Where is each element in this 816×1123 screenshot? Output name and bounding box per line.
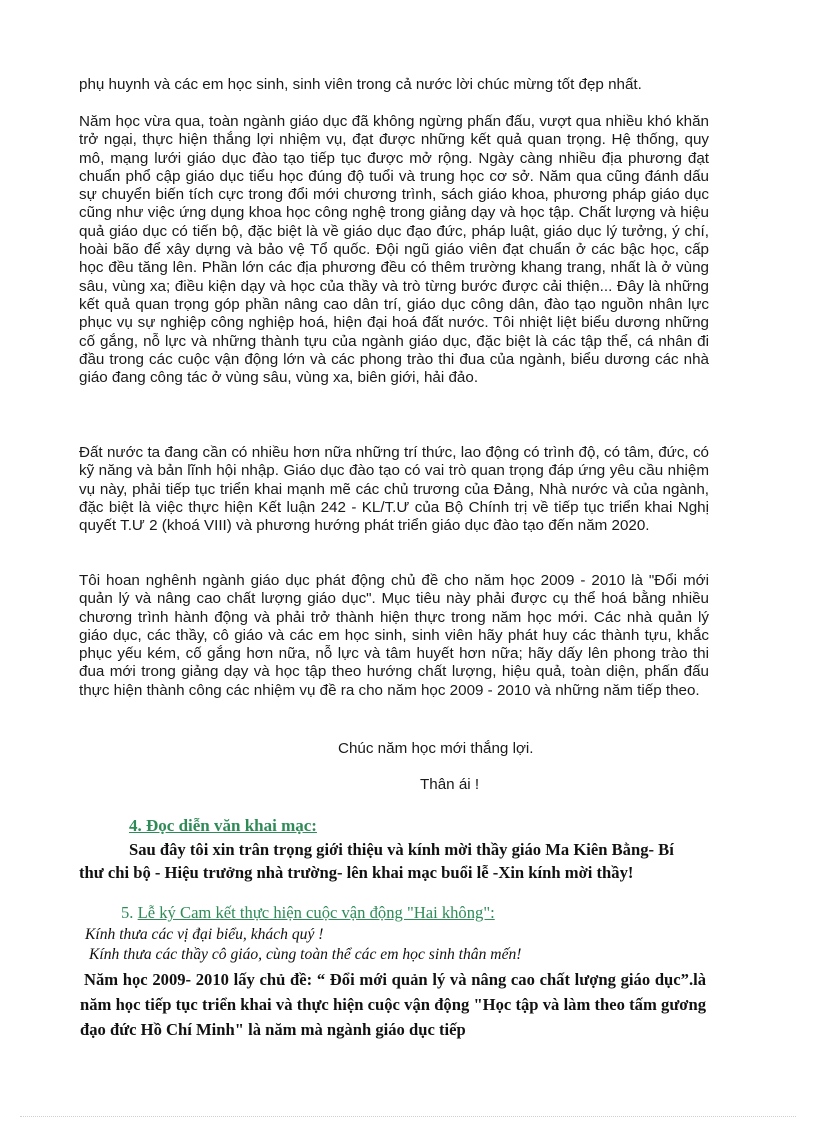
greeting-guests: Kính thưa các vị đại biểu, khách quý ! xyxy=(85,926,324,943)
closing-wish: Chúc năm học mới thắng lợi. xyxy=(338,740,534,757)
paragraph-theme: Tôi hoan nghênh ngành giáo dục phát động chủ đề cho năm học 2009 - 2010 là "Đổi mới quản lý và nâng cao chất lượng giáo dục". Mục tiêu này phải được cụ thể hoá bằng nhiều chương trình hành động và phải trở thành hiện thực trong năm học mới. Các nhà quản lý giáo dục, các thầy, cô giáo và các em học sinh, sinh viên hãy phát huy các thành tựu, khắc phục yếu kém, cố gắng hơn nữa, nỗ lực và tâm huyết hơn nữa; hãy dấy lên phong trào thi đua mới trong giảng dạy và học tập theo hướng chất lượng, hiệu quả, toàn diện, phấn đấu thực hiện thành công các nhiệm vụ đề ra cho năm học 2009 - 2010 và những năm tiếp theo. xyxy=(79,572,709,699)
closing-regards: Thân ái ! xyxy=(420,776,480,793)
section-5-title: Lễ ký Cam kết thực hiện cuộc vận động "Hai không": xyxy=(137,903,495,922)
section-5-heading xyxy=(121,903,495,923)
page-bottom-border xyxy=(20,1116,796,1117)
paragraph-achievements: Năm học vừa qua, toàn ngành giáo dục đã không ngừng phấn đấu, vượt qua nhiều khó khăn trở ngại, thực hiện thắng lợi nhiệm vụ, đạt được những kết quả quan trọng. Hệ thống, quy mô, mạng lưới giáo dục đào tạo tiếp tục được mở rộng. Ngày càng nhiều địa phương đạt chuẩn phổ cập giáo dục tiểu học đúng độ tuổi và trung học cơ sở. Năm qua cũng đánh dấu sự chuyển biến tích cực trong đổi mới chương trình, sách giáo khoa, phương pháp giáo dục cũng như việc ứng dụng khoa học công nghệ trong giảng dạy và học tập. Chất lượng và hiệu quả giáo dục có tiến bộ, đặc biệt là về giáo dục đạo đức, pháp luật, giáo dục lý tưởng, ý chí, hoài bão để xây dựng và bảo vệ Tổ quốc. Đội ngũ giáo viên đạt chuẩn ở các bậc học, cấp học đều tăng lên. Phần lớn các địa phương đều có thêm trường khang trang, nhất là ở vùng sâu, vùng xa; điều kiện dạy và học của thầy và trò từng bước được cải thiện... Đây là những kết quả quan trọng góp phần nâng cao dân trí, giáo dục công dân, đào tạo nguồn nhân lực phục vụ sự nghiệp công nghiệp hoá, hiện đại hoá đất nước. Tôi nhiệt liệt biểu dương những cố gắng, nỗ lực và những thành tựu của ngành giáo dục, đặc biệt là các tập thể, cá nhân đi đầu trong các cuộc vận động lớn và các phong trào thi đua của ngành, biểu dương các nhà giáo đang công tác ở vùng sâu, vùng xa, biên giới, hải đảo. xyxy=(79,113,709,387)
section-5-number: 5. xyxy=(121,903,134,922)
greeting-teachers-students: Kính thưa các thầy cô giáo, cùng toàn thể các em học sinh thân mến! xyxy=(89,946,522,963)
section-4-text: Sau đây tôi xin trân trọng giới thiệu và kính mời thầy giáo Ma Kiên Bằng- Bí thư chi bộ - Hiệu trưởng nhà trường- lên khai mạc buổi lễ -Xin kính mời thầy! xyxy=(79,840,674,882)
paragraph-country-needs: Đất nước ta đang cần có nhiều hơn nữa những trí thức, lao động có trình độ, có tâm, đức, có kỹ năng và bản lĩnh hội nhập. Giáo dục đào tạo có vai trò quan trọng đáp ứng yêu cầu nhiệm vụ này, phải tiếp tục triển khai mạnh mẽ các chủ trương của Đảng, Nhà nước và của ngành, đặc biệt là việc thực hiện Kết luận 242 - KL/T.Ư của Bộ Chính trị về tiếp tục triển khai Nghị quyết T.Ư 2 (khoá VIII) và phương hướng phát triển giáo dục đào tạo đến năm 2020. xyxy=(79,444,709,535)
section-4-heading: 4. Đọc diễn văn khai mạc: xyxy=(129,816,317,835)
paragraph-greeting-end: phụ huynh và các em học sinh, sinh viên trong cả nước lời chúc mừng tốt đẹp nhất. xyxy=(79,76,642,93)
section-5-text: Năm học 2009- 2010 lấy chủ đề: “ Đổi mới quản lý và nâng cao chất lượng giáo dục”.là năm học tiếp tục triển khai và thực hiện cuộc vận động "Học tập và làm theo tấm gương đạo đức Hồ Chí Minh" là năm mà ngành giáo dục tiếp xyxy=(80,970,706,1039)
